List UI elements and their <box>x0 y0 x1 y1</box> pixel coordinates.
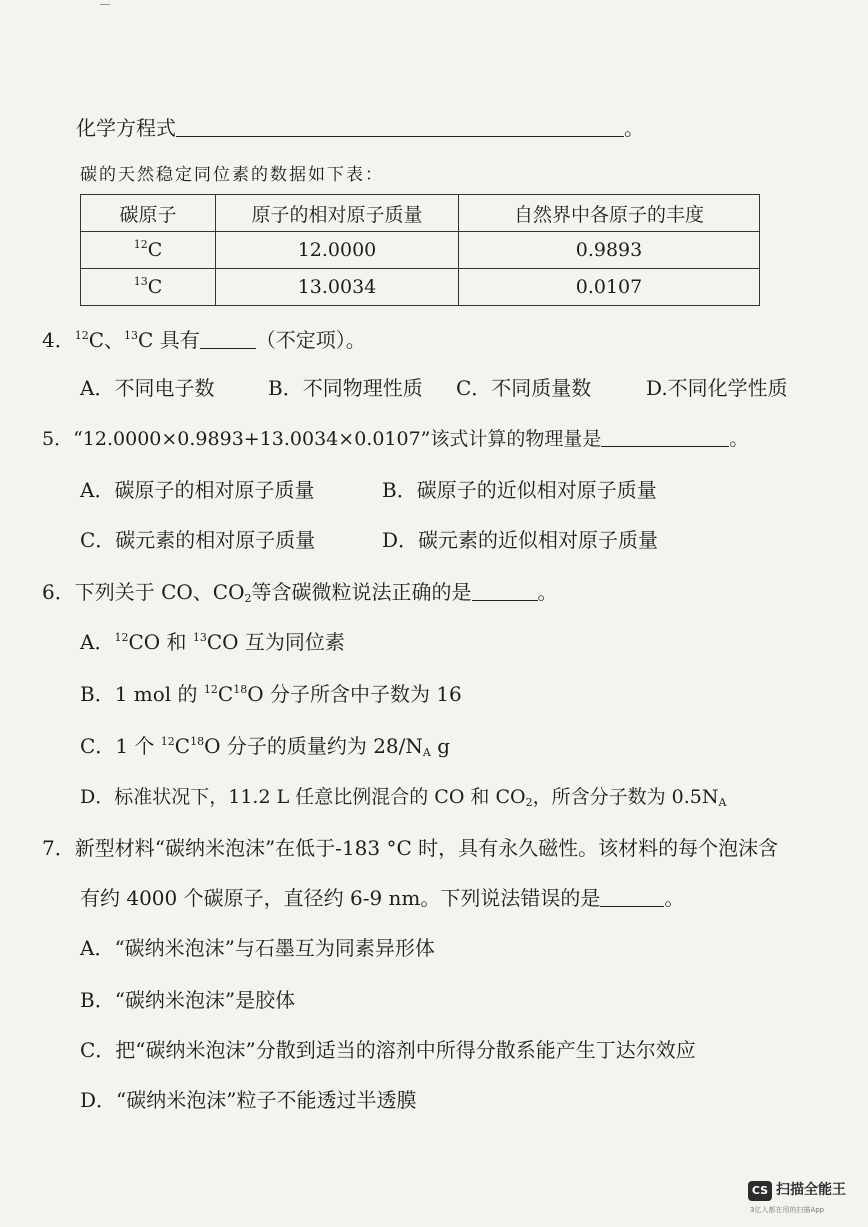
question-7-line-1 <box>42 832 778 861</box>
element-symbol: C <box>147 276 163 298</box>
header-cell: 自然界中各原子的丰度 <box>459 195 760 232</box>
question-number: 7． <box>42 836 75 860</box>
q6-option-d[interactable] <box>80 782 726 809</box>
element-symbol: C <box>147 239 163 261</box>
mass-number: 13 <box>133 275 148 288</box>
question-number: 5． <box>42 428 74 450</box>
header-cell: 碳原子 <box>81 195 216 232</box>
abundance-cell: 0.9893 <box>459 232 760 269</box>
q6-text: 下列关于 CO、CO <box>74 580 245 604</box>
q6-text: 等含碳微粒说法正确的是 <box>251 580 472 604</box>
option-label: D． <box>80 786 115 808</box>
equation-end: 。 <box>624 116 644 140</box>
q5-option-a[interactable]: A．碳原子的相对原子质量 <box>80 478 315 502</box>
option-text: C <box>217 682 234 706</box>
question-number: 4． <box>42 328 75 352</box>
option-text: g <box>430 734 451 758</box>
q4-option-c[interactable]: C．不同质量数 <box>456 376 592 400</box>
answer-blank[interactable] <box>601 428 729 447</box>
equation-blank[interactable] <box>176 118 624 137</box>
option-label: B． <box>80 682 115 706</box>
q5-text: “12.0000×0.9893+13.0034×0.0107”该式计算的物理量是 <box>73 428 602 450</box>
q7-text: 新型材料“碳纳米泡沫”在低于-183 °C 时，具有永久磁性。该材料的每个泡沫含 <box>74 836 779 860</box>
watermark-tagline: 3亿人都在用的扫描App <box>750 1206 825 1214</box>
option-text: O 分子的质量约为 28/N <box>204 734 423 758</box>
q7-option-d[interactable]: D．“碳纳米泡沫”粒子不能透过半透膜 <box>80 1088 417 1112</box>
q6-end: 。 <box>537 580 558 604</box>
answer-blank[interactable] <box>200 330 256 349</box>
isotope-cell <box>81 269 216 306</box>
option-text: ，所含分子数为 0.5N <box>532 786 719 808</box>
q5-end: 。 <box>729 428 749 450</box>
abundance-cell: 0.0107 <box>459 269 760 306</box>
mass-number: 12 <box>203 683 218 696</box>
mass-number: 12 <box>74 329 89 342</box>
mass-number: 12 <box>133 238 148 251</box>
q5-option-c[interactable]: C．碳元素的相对原子质量 <box>80 528 316 552</box>
question-number: 6． <box>42 580 75 604</box>
q6-option-a[interactable] <box>80 626 345 655</box>
option-text: 1 个 <box>115 734 161 758</box>
subscript: 2 <box>244 592 252 605</box>
q5-option-d[interactable]: D．碳元素的近似相对原子质量 <box>382 528 659 552</box>
q7-text: 有约 4000 个碳原子，直径约 6-9 nm。下列说法错误的是 <box>80 886 601 910</box>
subscript: A <box>422 746 431 759</box>
q4-text: C 具有 <box>138 328 200 352</box>
q7-option-c[interactable]: C．把“碳纳米泡沫”分散到适当的溶剂中所得分散系能产生丁达尔效应 <box>80 1038 696 1062</box>
q7-option-b[interactable]: B．“碳纳米泡沫”是胶体 <box>80 988 296 1012</box>
q4-option-a[interactable]: A．不同电子数 <box>80 376 215 400</box>
option-text: 标准状况下，11.2 L 任意比例混合的 CO 和 CO <box>114 786 526 808</box>
q4-option-d[interactable]: D.不同化学性质 <box>646 376 788 400</box>
table-row <box>81 232 760 269</box>
option-text: 1 mol 的 <box>114 682 204 706</box>
option-text: CO 和 <box>128 630 193 654</box>
mass-number: 18 <box>190 735 205 748</box>
mass-number: 18 <box>233 683 248 696</box>
q4-option-b[interactable]: B．不同物理性质 <box>268 376 423 400</box>
answer-blank[interactable] <box>600 888 664 907</box>
mass-cell: 12.0000 <box>216 232 459 269</box>
answer-blank[interactable] <box>472 582 538 601</box>
camscanner-logo-icon: CS <box>748 1181 772 1201</box>
header-cell: 原子的相对原子质量 <box>216 195 459 232</box>
subscript: A <box>718 796 727 809</box>
mass-number: 12 <box>114 631 129 644</box>
question-4 <box>42 324 366 353</box>
mass-number: 12 <box>160 735 175 748</box>
table-caption: 碳的天然稳定同位素的数据如下表： <box>80 165 384 185</box>
q7-end: 。 <box>664 886 685 910</box>
option-text: O 分子所含中子数为 16 <box>247 682 462 706</box>
scan-corner-mark <box>100 4 110 15</box>
subscript: 2 <box>525 796 533 809</box>
isotope-table <box>80 194 760 306</box>
q5-option-b[interactable]: B．碳原子的近似相对原子质量 <box>382 478 657 502</box>
question-7-line-2 <box>80 882 684 911</box>
option-label: C． <box>80 734 116 758</box>
table-header-row <box>81 195 760 232</box>
watermark-name: 扫描全能王 <box>776 1182 846 1198</box>
option-text: CO 互为同位素 <box>206 630 345 654</box>
camscanner-watermark <box>748 1177 856 1217</box>
option-text: C <box>174 734 191 758</box>
table-row <box>81 269 760 306</box>
mass-cell: 13.0034 <box>216 269 459 306</box>
mass-number: 13 <box>124 329 139 342</box>
q4-tail: （不定项）。 <box>255 328 366 352</box>
question-5 <box>42 424 748 451</box>
question-6 <box>42 576 558 605</box>
equation-label: 化学方程式 <box>76 116 176 140</box>
q6-option-c[interactable] <box>80 730 450 759</box>
q4-text: C、 <box>88 328 125 352</box>
mass-number: 13 <box>192 631 207 644</box>
q6-option-b[interactable] <box>80 678 462 707</box>
isotope-cell <box>81 232 216 269</box>
q7-option-a[interactable]: A．“碳纳米泡沫”与石墨互为同素异形体 <box>80 936 435 960</box>
equation-line <box>76 112 644 141</box>
option-label: A． <box>80 630 115 654</box>
